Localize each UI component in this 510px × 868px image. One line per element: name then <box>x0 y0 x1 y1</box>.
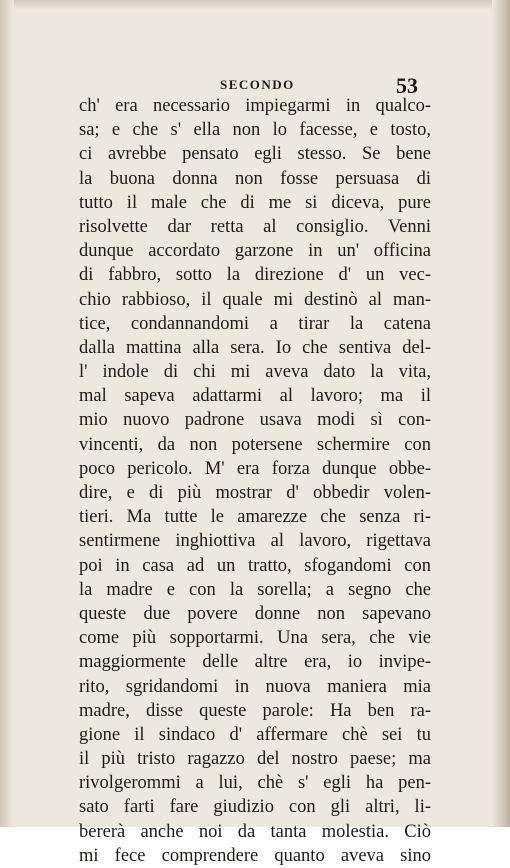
body-text <box>79 94 431 868</box>
text-line: dunque accordato garzone in un' officina <box>79 241 431 262</box>
running-title: SECONDO <box>220 77 295 92</box>
text-line: vincenti, da non potersene schermire con <box>79 434 431 455</box>
text-line: bererà anche noi da tanta molestia. Ciò <box>79 821 431 842</box>
text-line: la madre e con la sorella; a segno che <box>79 579 431 600</box>
text-line: risolvette dar retta al consiglio. Venni <box>79 216 431 237</box>
text-line: il più tristo ragazzo del nostro paese; ma <box>79 749 431 770</box>
text-line: rito, sgridandomi in nuova maniera mia <box>79 676 431 697</box>
text-line: tieri. Ma tutte le amarezze che senza ri- <box>79 507 431 528</box>
text-line: sato farti fare giudizio con gli altri, li- <box>79 797 431 818</box>
text-line: queste due povere donne non sapevano <box>79 603 431 624</box>
text-line: tice, condannandomi a tirar la catena <box>79 313 431 334</box>
text-line: maggiormente delle altre era, io invipe- <box>79 652 431 673</box>
text-line: gione il sindaco d' affermare chè sei tu <box>79 724 431 745</box>
text-line: ch' era necessario impiegarmi in qualco- <box>79 96 431 116</box>
text-line: chio rabbioso, il quale mi destinò al man- <box>79 289 431 310</box>
text-line: madre, disse queste parole: Ha ben ra- <box>79 700 431 721</box>
text-line: dalla mattina alla sera. Io che sentiva del- <box>79 337 431 358</box>
text-line: come più sopportarmi. Una sera, che vie <box>79 628 431 649</box>
page-right-edge <box>492 0 510 827</box>
text-line: rivolgerommi a lui, chè s' egli ha pen- <box>79 773 431 794</box>
text-line: sentirmene inghiottiva al lavoro, rigettava <box>79 531 431 552</box>
text-line: mio nuovo padrone usava modi sì con- <box>79 410 431 431</box>
text-line: poi in casa ad un tratto, sfogandomi con <box>79 555 431 576</box>
text-line: di fabbro, sotto la direzione d' un vec- <box>79 265 431 286</box>
text-line: mal sapeva adattarmi al lavoro; ma il <box>79 386 431 407</box>
page-left-edge <box>0 0 14 827</box>
text-line: ci avrebbe pensato egli stesso. Se bene <box>79 144 431 165</box>
text-line: sa; e che s' ella non lo facesse, e tosto, <box>79 120 431 141</box>
page-top-edge <box>0 0 510 10</box>
text-line: tutto il male che di me si diceva, pure <box>79 192 431 213</box>
text-line: poco pericolo. M' era forza dunque obbe- <box>79 458 431 479</box>
text-line: la buona donna non fosse persuasa di <box>79 168 431 189</box>
page-number: 53 <box>396 73 418 98</box>
text-line: mi fece comprendere quanto aveva sino <box>79 845 431 866</box>
text-line: l' indole di chi mi aveva dato la vita, <box>79 362 431 383</box>
text-line: dire, e di più mostrar d' obbedir volen- <box>79 483 431 503</box>
